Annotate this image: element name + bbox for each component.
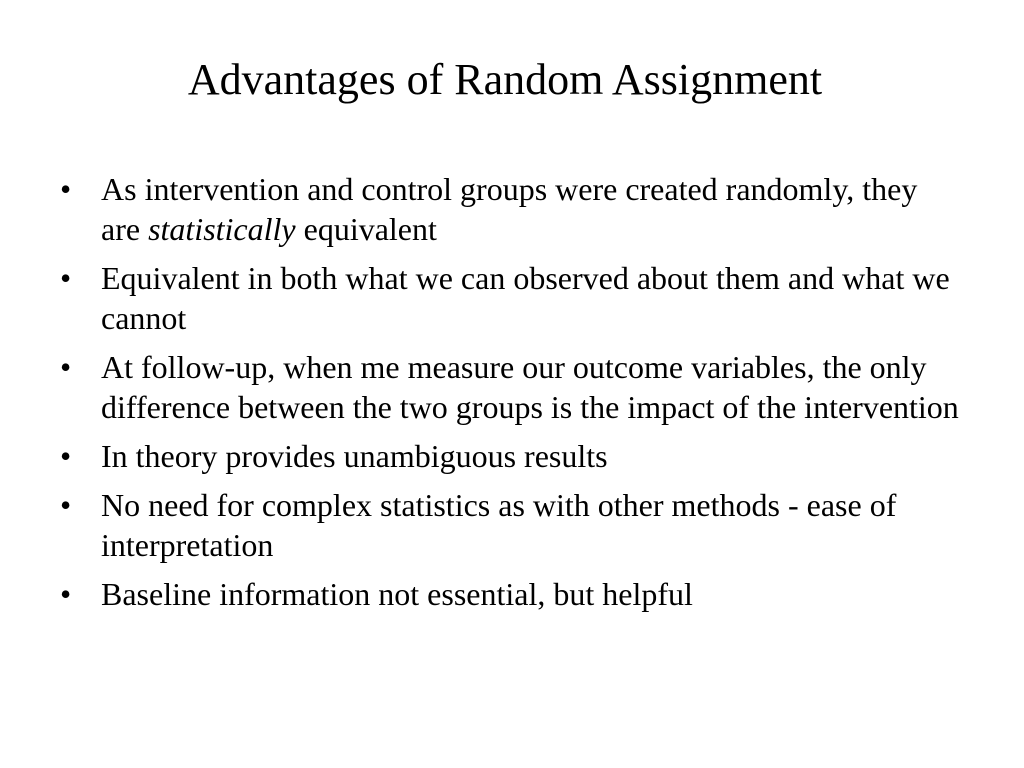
bullet-marker: • xyxy=(60,171,72,207)
bullet-text: At follow-up, when me measure our outcome variables, the only difference between the two groups is the impact of the intervention xyxy=(101,349,959,425)
bullet-text-segment: As intervention and control groups were created randomly, they are xyxy=(101,171,918,247)
bullet-marker: • xyxy=(60,576,72,612)
bullet-marker: • xyxy=(60,260,72,296)
bullet-text: Equivalent in both what we can observed about them and what we cannot xyxy=(101,260,950,336)
bullet-item xyxy=(60,436,960,476)
bullet-text-segment: equivalent xyxy=(295,211,437,247)
bullet-item xyxy=(60,169,960,249)
bullet-item xyxy=(60,347,960,427)
bullet-item xyxy=(60,574,960,614)
bullet-text xyxy=(101,171,917,247)
bullet-item xyxy=(60,485,960,565)
bullet-text: No need for complex statistics as with other methods - ease of interpretation xyxy=(101,487,897,563)
bullet-marker: • xyxy=(60,438,72,474)
bullet-item xyxy=(60,258,960,338)
bullet-text: In theory provides unambiguous results xyxy=(101,438,608,474)
bullet-marker: • xyxy=(60,349,72,385)
bullet-text: Baseline information not essential, but helpful xyxy=(101,576,693,612)
bullet-text-emphasis: statistically xyxy=(148,211,296,247)
bullet-list xyxy=(60,169,960,623)
bullet-marker: • xyxy=(60,487,72,523)
slide-title: Advantages of Random Assignment xyxy=(187,55,823,104)
